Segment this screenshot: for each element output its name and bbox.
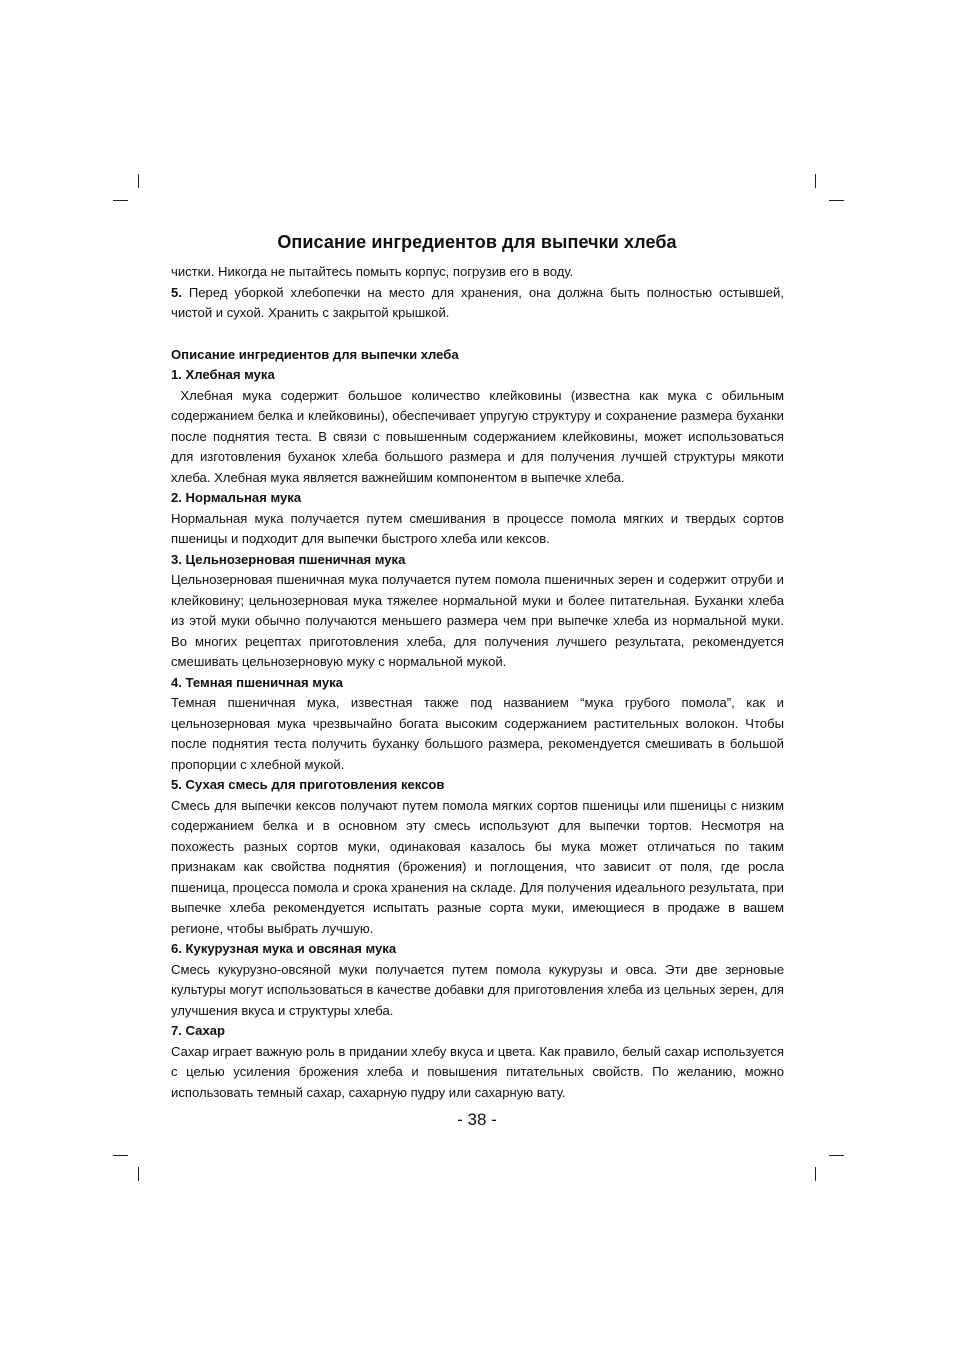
section-2-text: Нормальная мука получается путем смешивания в процессе помола мягких и твердых сортов пшеницы и подходит для выпечки быстрого хлеба или кексов. — [171, 510, 784, 546]
crop-mark-top-right-vertical — [815, 174, 816, 188]
section-6-text: Смесь кукурузно-овсяной муки получается путем помола кукурузы и овса. Эти две зерновые культуры могут использоваться в качестве добавки для приготовления хлеба из цельных зерен, для улучшения вкуса и структуры хлеба. — [171, 961, 784, 1018]
page-content — [171, 262, 788, 1103]
intro-item-5-text: Перед уборкой хлебопечки на место для хранения, она должна быть полностью остывшей, чистой и сухой. Хранить с закрытой крышкой. — [171, 284, 784, 320]
crop-mark-top-left-vertical — [138, 174, 139, 188]
crop-mark-bottom-right-vertical — [815, 1167, 816, 1181]
section-6-heading: 6. Кукурузная мука и овсяная мука — [171, 941, 397, 956]
section-3-text: Цельнозерновая пшеничная мука получается путем помола пшеничных зерен и содержит отруби и клейковину; цельнозерновая мука тяжелее нормальной муки и более питательная. Буханки хлеба из этой муки обычно получаются меньшего размера чем при выпечке хлеба из нормальной муки. Во многих рецептах приготовления хлеба, для получения лучшего результата, рекомендуется смешивать цельнозерновую муку с нормальной мукой. — [171, 572, 784, 669]
section-5-heading: 5. Сухая смесь для приготовления кексов — [171, 777, 445, 792]
section-1-heading: 1. Хлебная мука — [171, 367, 275, 382]
page-title: Описание ингредиентов для выпечки хлеба — [277, 232, 677, 252]
intro-line: чистки. Никогда не пытайтесь помыть корпус, погрузив его в воду. — [171, 264, 574, 279]
section-2-heading: 2. Нормальная мука — [171, 490, 302, 505]
section-7-text: Сахар играет важную роль в придании хлебу вкуса и цвета. Как правило, белый сахар используется с целью усиления брожения хлеба и повышения питательных свойств. По желанию, можно использовать темный сахар, сахарную пудру или сахарную вату. — [171, 1043, 784, 1100]
section-4-heading: 4. Темная пшеничная мука — [171, 674, 343, 690]
intro-item-5-number: 5. — [171, 284, 182, 300]
section-heading: Описание ингредиентов для выпечки хлеба — [171, 346, 459, 362]
crop-mark-bottom-left-horizontal — [113, 1155, 128, 1156]
page-number: - 38 - — [457, 1110, 497, 1129]
intro-item-5 — [171, 283, 784, 324]
section-1-text: Хлебная мука содержит большое количество клейковины (известна как мука с обильным содержанием белка и клейковины), обеспечивает упругую структуру и сохранение размера буханки после поднятия теста. В связи с повышенным содержанием клейковины, может использоваться для изготовления буханок хлеба большого размера и для получения лучшей структуры мякоти хлеба. Хлебная мука является важнейшим компонентом в выпечке хлеба. — [171, 387, 788, 485]
section-4-text: Темная пшеничная мука, известная также под названием “мука грубого помола”, как и цельнозерновая мука чрезвычайно богата высоким содержанием растительных волокон. Чтобы после поднятия теста получить буханку большого размера, рекомендуется смешивать в большой пропорции с хлебной мукой. — [171, 695, 784, 772]
spacer — [171, 324, 784, 345]
crop-mark-bottom-left-vertical — [138, 1167, 139, 1181]
crop-mark-top-left-horizontal — [113, 200, 128, 201]
section-3-heading: 3. Цельнозерновая пшеничная мука — [171, 551, 406, 567]
crop-mark-bottom-right-horizontal — [829, 1155, 844, 1156]
section-7-heading: 7. Сахар — [171, 1023, 226, 1038]
section-5-text: Смесь для выпечки кексов получают путем помола мягких сортов пшеницы или пшеницы с низким содержанием белка и в основном эту смесь используют для выпечки тортов. Несмотря на похожесть разных сортов муки, одинаковая казалось бы мука может отличаться по таким признакам как свойства поднятия (брожения) и поглощения, что зависит от поля, где росла пшеница, процесса помола и срока хранения на складе. Для получения идеального результата, при выпечке хлеба рекомендуется испытать разные сорта муки, имеющиеся в продаже в вашем регионе, чтобы выбрать лучшую. — [171, 797, 784, 936]
crop-mark-top-right-horizontal — [829, 200, 844, 201]
